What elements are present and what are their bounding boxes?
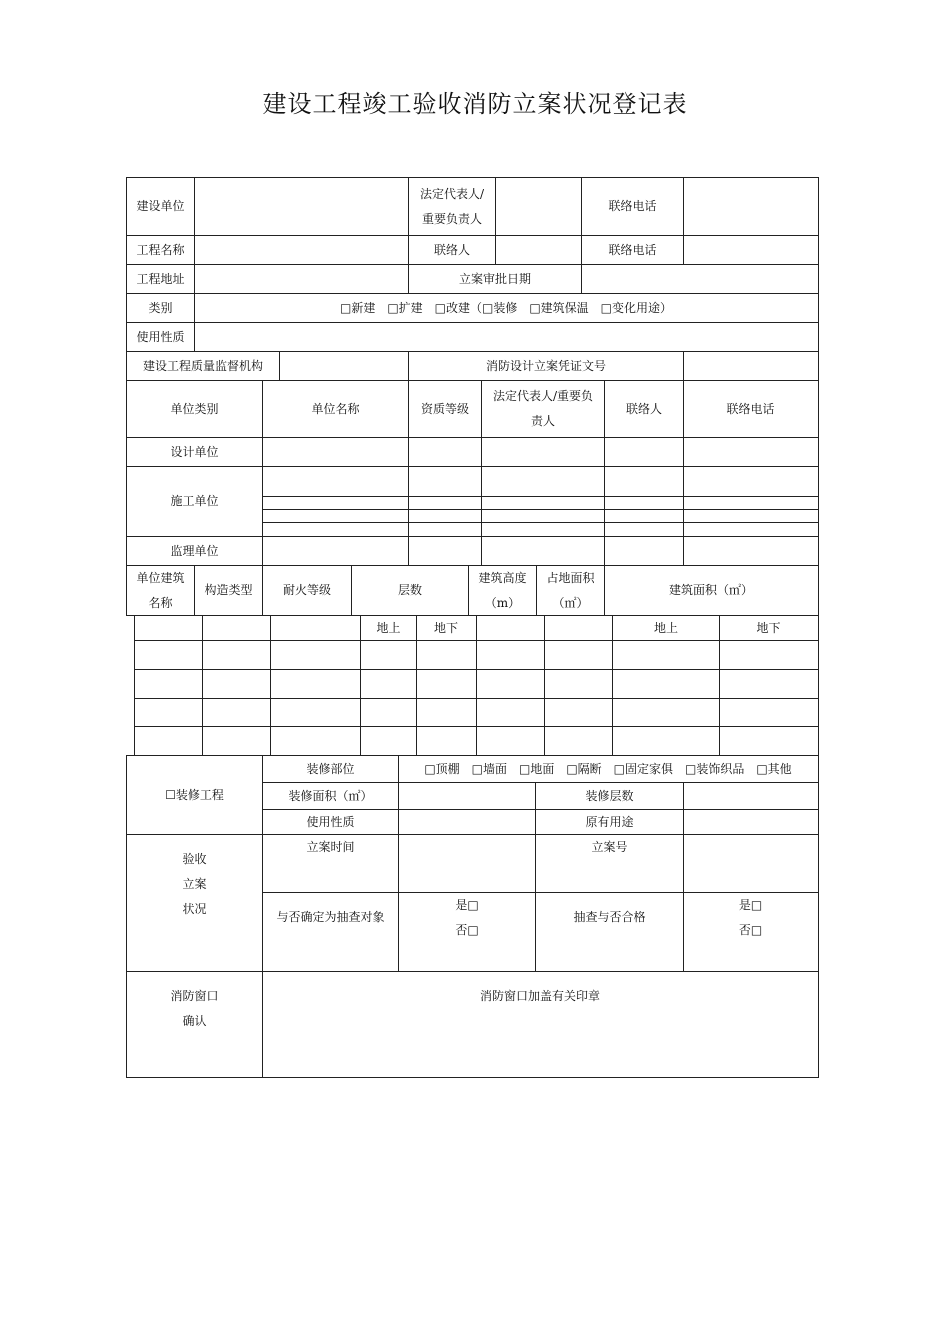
label-category: 类别 — [148, 300, 173, 315]
grid-line-v — [818, 755, 819, 1078]
grid-line-v — [202, 615, 203, 756]
field-build-unit[interactable] — [195, 178, 408, 235]
category-options[interactable]: □新建 □扩建 □改建（□装修 □建筑保温 □变化用途） — [339, 300, 673, 315]
label-usage: 使用性质 — [136, 329, 185, 344]
label-original-use: 原有用途 — [585, 814, 634, 829]
window-stamp-area[interactable]: 消防窗口加盖有关印章 — [479, 989, 600, 1003]
grid-line-h — [262, 496, 819, 497]
label-contact-phone-2: 联络电话 — [608, 242, 657, 257]
header-structure: 构造类型 — [204, 583, 253, 597]
grid-line-v — [544, 615, 545, 756]
subheader-area-above: 地上 — [653, 620, 678, 635]
label-fire-doc-no: 消防设计立案凭证文号 — [485, 358, 606, 373]
grid-line-v — [270, 615, 271, 756]
spot-check-yes-no[interactable]: 是□ 否□ — [455, 898, 479, 937]
label-project-address: 工程地址 — [136, 271, 185, 286]
label-design-unit: 设计单位 — [170, 444, 219, 459]
field-filing-time[interactable] — [399, 835, 535, 892]
grid-line-h — [126, 1077, 819, 1078]
header-qualification: 资质等级 — [420, 401, 469, 416]
grid-line-v — [818, 615, 819, 756]
grid-line-v — [818, 177, 819, 616]
label-supervision-unit: 监理单位 — [170, 543, 219, 558]
decoration-checkbox[interactable]: ☐装修工程 — [165, 787, 224, 802]
header-land-area: 占地面积 （㎡） — [546, 570, 595, 610]
field-project-address[interactable] — [195, 265, 408, 293]
header-height: 建筑高度 （m） — [478, 570, 527, 610]
header-building-area: 建筑面积（㎡） — [668, 583, 753, 597]
field-legal-rep[interactable] — [496, 178, 581, 235]
grid-line-v — [134, 615, 135, 756]
label-spot-check: 与否确定为抽查对象 — [276, 910, 385, 924]
subheader-area-below: 地下 — [756, 620, 781, 635]
label-construction-unit: 施工单位 — [170, 494, 219, 508]
deco-part-options[interactable]: □顶棚 □墙面 □地面 □隔断 □固定家俱 □装饰织品 □其他 — [424, 761, 792, 776]
grid-line-h — [262, 509, 819, 510]
field-contact-person[interactable] — [496, 236, 581, 264]
label-build-unit: 建设单位 — [136, 199, 185, 213]
header-unit-type: 单位类别 — [170, 401, 219, 416]
field-deco-floors[interactable] — [684, 783, 817, 809]
label-contact-phone-1: 联络电话 — [608, 199, 657, 213]
header-unit-name: 单位名称 — [311, 401, 360, 416]
field-contact-phone-1[interactable] — [684, 178, 817, 235]
grid-line-v — [476, 615, 477, 756]
header-building-name: 单位建筑 名称 — [136, 570, 185, 610]
check-pass-yes-no[interactable]: 是□ 否□ — [738, 898, 763, 937]
label-deco-usage: 使用性质 — [306, 814, 355, 829]
header-floors: 层数 — [397, 583, 422, 597]
header-fire-rating: 耐火等级 — [282, 583, 331, 597]
label-filing-time: 立案时间 — [306, 840, 355, 854]
header-contact: 联络人 — [625, 401, 662, 416]
label-legal-rep: 法定代表人/ 重要负责人 — [419, 186, 485, 226]
grid-line-h — [262, 522, 819, 523]
label-approval-date: 立案审批日期 — [458, 271, 531, 286]
field-quality-org[interactable] — [280, 352, 408, 380]
label-deco-floors: 装修层数 — [585, 788, 634, 803]
label-window-confirm: 消防窗口 确认 — [170, 989, 219, 1028]
field-approval-date[interactable] — [582, 265, 817, 293]
field-project-name[interactable] — [195, 236, 408, 264]
field-fire-doc-no[interactable] — [684, 352, 817, 380]
label-acceptance-status: 验收 立案 状况 — [182, 852, 207, 916]
subheader-floors-above: 地上 — [376, 620, 401, 635]
label-project-name: 工程名称 — [136, 242, 185, 257]
header-legal-rep: 法定代表人/重要负 责人 — [492, 389, 594, 428]
subheader-floors-below: 地下 — [433, 620, 458, 635]
field-original-use[interactable] — [684, 810, 817, 834]
label-quality-org: 建设工程质量监督机构 — [142, 358, 263, 373]
field-usage[interactable] — [195, 323, 817, 351]
field-deco-area[interactable] — [399, 783, 535, 809]
field-contact-phone-2[interactable] — [684, 236, 817, 264]
label-check-pass: 抽查与否合格 — [573, 910, 646, 924]
field-filing-no[interactable] — [684, 835, 817, 892]
label-deco-area: 装修面积（㎡） — [288, 788, 373, 803]
page-title: 建设工程竣工验收消防立案状况登记表 — [262, 90, 688, 118]
field-deco-usage[interactable] — [399, 810, 535, 834]
label-deco-part: 装修部位 — [306, 761, 355, 776]
label-filing-no: 立案号 — [591, 840, 628, 854]
header-phone: 联络电话 — [726, 401, 775, 416]
label-contact-person: 联络人 — [433, 242, 470, 257]
